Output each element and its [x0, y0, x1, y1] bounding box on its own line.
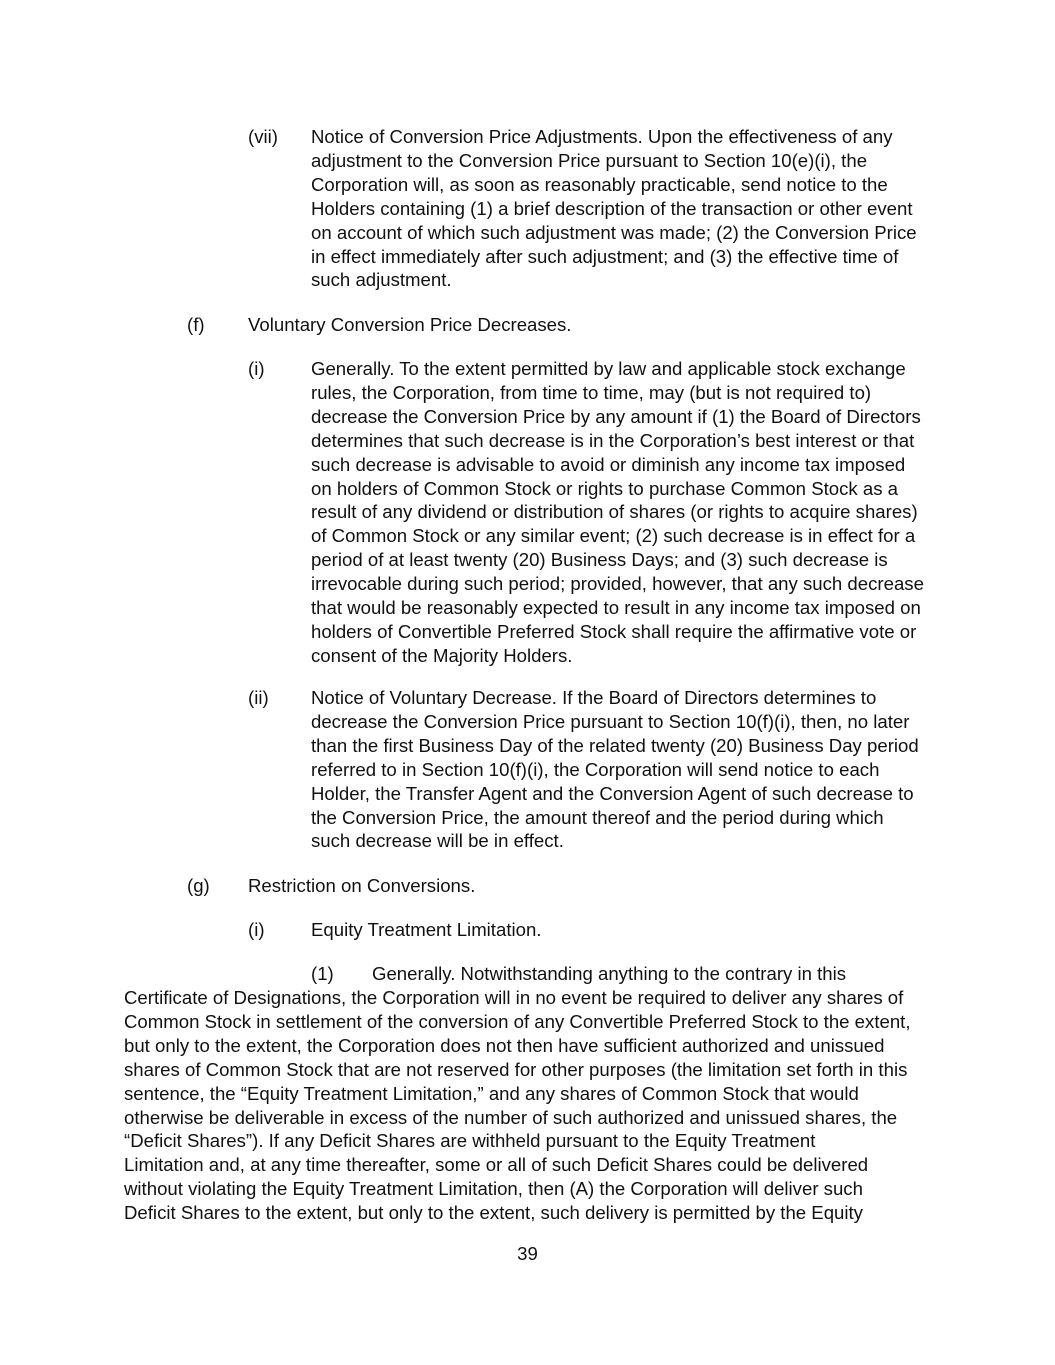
item-text: Generally. To the extent permitted by law and applicable stock exchange rules, the Corporation, from time to time, may (but is not required to) decrease the Conversion Price by any amount if (1) the Board of Directors determines that such decrease is in the Corporation’s best interest or that such decrease is advisable to avoid or diminish any income tax imposed on holders of Common Stock or rights to purchase Common Stock as a result of any dividend or distribution of shares (or rights to acquire shares) of Common Stock or any similar event; (2) such decrease is in effect for a period of at least twenty (20) Business Days; and (3) such decrease is irrevocable during such period; provided, however, that any such decrease that would be reasonably expected to result in any income tax imposed on holders of Convertible Preferred Stock shall require the affirmative vote or consent of the Majority Holders. — [311, 358, 924, 666]
section-heading: Restriction on Conversions. — [248, 875, 476, 896]
item-label: (i) — [248, 919, 265, 940]
item-text: Notice of Voluntary Decrease. If the Board of Directors determines to decrease the Conversion Price pursuant to Section 10(f)(i), then, no later than the first Business Day of the related twenty (20) Business Day period referred to in Section 10(f)(i), the Corporation will send notice to each Holder, the Transfer Agent and the Conversion Agent of such decrease to the Conversion Price, the amount thereof and the period during which such decrease will be in effect. — [311, 687, 919, 852]
page-number: 39 — [517, 1243, 538, 1264]
sub-paragraph-text: Certificate of Designations, the Corporation will in no event be required to deliver any shares of Common Stock in settlement of the conversion of any Convertible Preferred Stock to the extent, but only to the extent, the Corporation does not then have sufficient authorized and unissued shares of Common Stock that are not reserved for other purposes (the limitation set forth in this sentence, the “Equity Treatment Limitation,” and any shares of Common Stock that would otherwise be deliverable in excess of the number of such authorized and unissued shares, the “Deficit Shares”). If any Deficit Shares are withheld pursuant to the Equity Treatment Limitation and, at any time thereafter, some or all of such Deficit Shares could be delivered without violating the Equity Treatment Limitation, then (A) the Corporation will deliver such Deficit Shares to the extent, but only to the extent, such delivery is permitted by the Equity — [124, 987, 911, 1224]
section-heading: Voluntary Conversion Price Decreases. — [248, 314, 572, 335]
item-label: (ii) — [248, 687, 269, 708]
item-label: (g) — [187, 875, 210, 896]
item-label: (i) — [248, 358, 265, 379]
sub-paragraph-first-line: Generally. Notwithstanding anything to the contrary in this — [372, 963, 847, 984]
item-text: Notice of Conversion Price Adjustments. Upon the effectiveness of any adjustment to the Conversion Price pursuant to Section 10(e)(i), the Corporation will, as soon as reasonably practicable, send notice to the Holders containing (1) a brief description of the transaction or other event on account of which such adjustment was made; (2) the Conversion Price in effect immediately after such adjustment; and (3) the effective time of such adjustment. — [311, 126, 917, 291]
sub-paragraph-label: (1) — [311, 963, 334, 984]
item-label: (f) — [187, 314, 205, 335]
item-label: (vii) — [248, 126, 278, 147]
item-text: Equity Treatment Limitation. — [311, 919, 542, 940]
